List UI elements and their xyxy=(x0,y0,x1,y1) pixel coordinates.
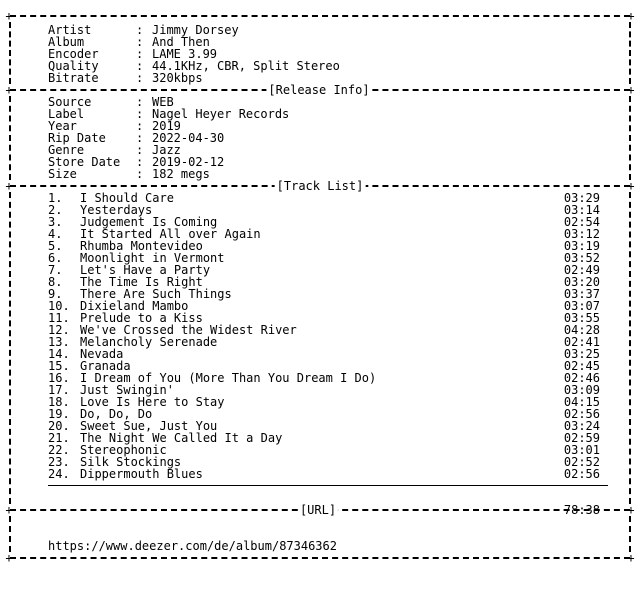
track-duration: 03:24 xyxy=(563,419,600,433)
header-field-value: 320kbps xyxy=(152,71,203,85)
track-title: Do, Do, Do xyxy=(80,407,153,421)
left-border-tracks xyxy=(9,192,11,504)
track-number: 1. xyxy=(48,191,63,205)
track-title: It Started All over Again xyxy=(80,227,261,241)
track-title: Prelude to a Kiss xyxy=(80,311,203,325)
track-duration: 04:28 xyxy=(563,323,600,337)
track-duration: 03:20 xyxy=(563,275,600,289)
track-title: Rhumba Montevideo xyxy=(80,239,203,253)
track-duration: 03:55 xyxy=(563,311,600,325)
top-border: + + xyxy=(5,9,635,23)
track-number: 3. xyxy=(48,215,63,229)
track-number: 6. xyxy=(48,251,63,265)
track-number: 5. xyxy=(48,239,63,253)
header-field-value: Jimmy Dorsey xyxy=(152,23,239,37)
release-field-value: WEB xyxy=(152,95,174,109)
release-field-key: Store Date xyxy=(48,155,121,169)
release-field-key: Year xyxy=(48,119,77,133)
track-duration: 03:29 xyxy=(563,191,600,205)
url-divider: + [URL] + xyxy=(5,503,635,517)
track-number: 23. xyxy=(48,455,70,469)
release-field-row xyxy=(0,108,640,120)
track-number: 8. xyxy=(48,275,63,289)
header-field-colon: : xyxy=(136,47,144,61)
track-number: 19. xyxy=(48,407,70,421)
track-number: 7. xyxy=(48,263,63,277)
release-field-row xyxy=(0,96,640,108)
track-number: 22. xyxy=(48,443,70,457)
track-title: Nevada xyxy=(80,347,124,361)
track-duration: 02:49 xyxy=(563,263,600,277)
track-title: Silk Stockings xyxy=(80,455,182,469)
track-number: 17. xyxy=(48,383,70,397)
release-field-colon: : xyxy=(136,143,144,157)
left-border-url xyxy=(9,516,11,552)
header-field-colon: : xyxy=(136,59,144,73)
header-field-key: Artist xyxy=(48,23,92,37)
track-duration: 03:37 xyxy=(563,287,600,301)
track-title: We've Crossed the Widest River xyxy=(80,323,297,337)
album-url: https://www.deezer.com/de/album/87346362 xyxy=(48,539,337,553)
track-title: Dixieland Mambo xyxy=(80,299,189,313)
release-field-colon: : xyxy=(136,131,144,145)
release-field-key: Rip Date xyxy=(48,131,106,145)
track-title: Moonlight in Vermont xyxy=(80,251,225,265)
release-field-value: 2019-02-12 xyxy=(152,155,225,169)
track-title: Just Swingin' xyxy=(80,383,174,397)
track-duration: 02:46 xyxy=(563,371,600,385)
release-field-key: Genre xyxy=(48,143,85,157)
track-row xyxy=(0,468,640,480)
track-list-title: [Track List] xyxy=(276,179,364,193)
track-title: Love Is Here to Stay xyxy=(80,395,225,409)
track-title: The Night We Called It a Day xyxy=(80,431,283,445)
track-duration: 02:41 xyxy=(563,335,600,349)
track-duration: 04:15 xyxy=(563,395,600,409)
right-border-url xyxy=(629,516,631,552)
url-row xyxy=(0,528,640,553)
release-field-colon: : xyxy=(136,155,144,169)
release-field-colon: : xyxy=(136,167,144,181)
header-field-colon: : xyxy=(136,35,144,49)
release-field-colon: : xyxy=(136,95,144,109)
track-number: 24. xyxy=(48,467,70,481)
release-field-value: 2019 xyxy=(152,119,181,133)
url-title: [URL] xyxy=(299,503,337,517)
track-duration: 02:56 xyxy=(563,467,600,481)
release-field-row xyxy=(0,156,640,168)
track-duration: 02:52 xyxy=(563,455,600,469)
header-field-colon: : xyxy=(136,23,144,37)
track-list-divider: + [Track List] + xyxy=(5,179,635,193)
release-info-title: [Release Info] xyxy=(268,83,370,97)
header-field-key: Bitrate xyxy=(48,71,99,85)
track-number: 9. xyxy=(48,287,63,301)
left-border-release xyxy=(9,96,11,180)
track-duration: 03:09 xyxy=(563,383,600,397)
track-duration: 03:25 xyxy=(563,347,600,361)
track-title: Yesterdays xyxy=(80,203,153,217)
track-duration: 03:52 xyxy=(563,251,600,265)
track-number: 14. xyxy=(48,347,70,361)
track-number: 4. xyxy=(48,227,63,241)
header-field-colon: : xyxy=(136,71,144,85)
header-field-key: Quality xyxy=(48,59,99,73)
release-field-key: Label xyxy=(48,107,85,121)
header-field-row xyxy=(0,24,640,36)
track-duration: 03:19 xyxy=(563,239,600,253)
release-field-row xyxy=(0,132,640,144)
track-duration: 03:07 xyxy=(563,299,600,313)
left-border-header xyxy=(9,22,11,84)
track-number: 21. xyxy=(48,431,70,445)
track-number: 15. xyxy=(48,359,70,373)
track-number: 16. xyxy=(48,371,70,385)
release-info-divider: + [Release Info] + xyxy=(5,83,635,97)
track-duration: 02:54 xyxy=(563,215,600,229)
total-duration: 78:38 xyxy=(563,503,600,517)
track-duration: 02:59 xyxy=(563,431,600,445)
track-title: Sweet Sue, Just You xyxy=(80,419,218,433)
release-field-value: Nagel Heyer Records xyxy=(152,107,290,121)
track-title: Melancholy Serenade xyxy=(80,335,218,349)
track-number: 20. xyxy=(48,419,70,433)
track-title: Let's Have a Party xyxy=(80,263,211,277)
release-field-key: Source xyxy=(48,95,92,109)
release-field-value: Jazz xyxy=(152,143,181,157)
right-border-release xyxy=(629,96,631,180)
release-field-value: 182 megs xyxy=(152,167,210,181)
track-number: 10. xyxy=(48,299,70,313)
track-title: I Dream of You (More Than You Dream I Do) xyxy=(80,371,377,385)
release-field-key: Size xyxy=(48,167,77,181)
track-number: 13. xyxy=(48,335,70,349)
track-title: I Should Care xyxy=(80,191,174,205)
right-border-tracks xyxy=(629,192,631,504)
total-rule xyxy=(0,480,640,492)
track-title: Granada xyxy=(80,359,131,373)
track-title: Judgement Is Coming xyxy=(80,215,218,229)
track-title: Stereophonic xyxy=(80,443,167,457)
track-number: 18. xyxy=(48,395,70,409)
release-field-value: 2022-04-30 xyxy=(152,131,225,145)
track-number: 12. xyxy=(48,323,70,337)
track-title: Dippermouth Blues xyxy=(80,467,203,481)
header-field-key: Encoder xyxy=(48,47,99,61)
bottom-border: + + xyxy=(5,551,635,565)
right-border-header xyxy=(629,22,631,84)
track-number: 11. xyxy=(48,311,70,325)
release-field-colon: : xyxy=(136,107,144,121)
header-field-value: LAME 3.99 xyxy=(152,47,218,61)
track-duration: 03:12 xyxy=(563,227,600,241)
track-title: The Time Is Right xyxy=(80,275,203,289)
track-duration: 03:14 xyxy=(563,203,600,217)
track-duration: 02:56 xyxy=(563,407,600,421)
track-number: 2. xyxy=(48,203,63,217)
track-duration: 02:45 xyxy=(563,359,600,373)
header-field-key: Album xyxy=(48,35,85,49)
release-field-colon: : xyxy=(136,119,144,133)
header-field-value: And Then xyxy=(152,35,210,49)
track-title: There Are Such Things xyxy=(80,287,232,301)
track-duration: 03:01 xyxy=(563,443,600,457)
header-field-value: 44.1KHz, CBR, Split Stereo xyxy=(152,59,340,73)
